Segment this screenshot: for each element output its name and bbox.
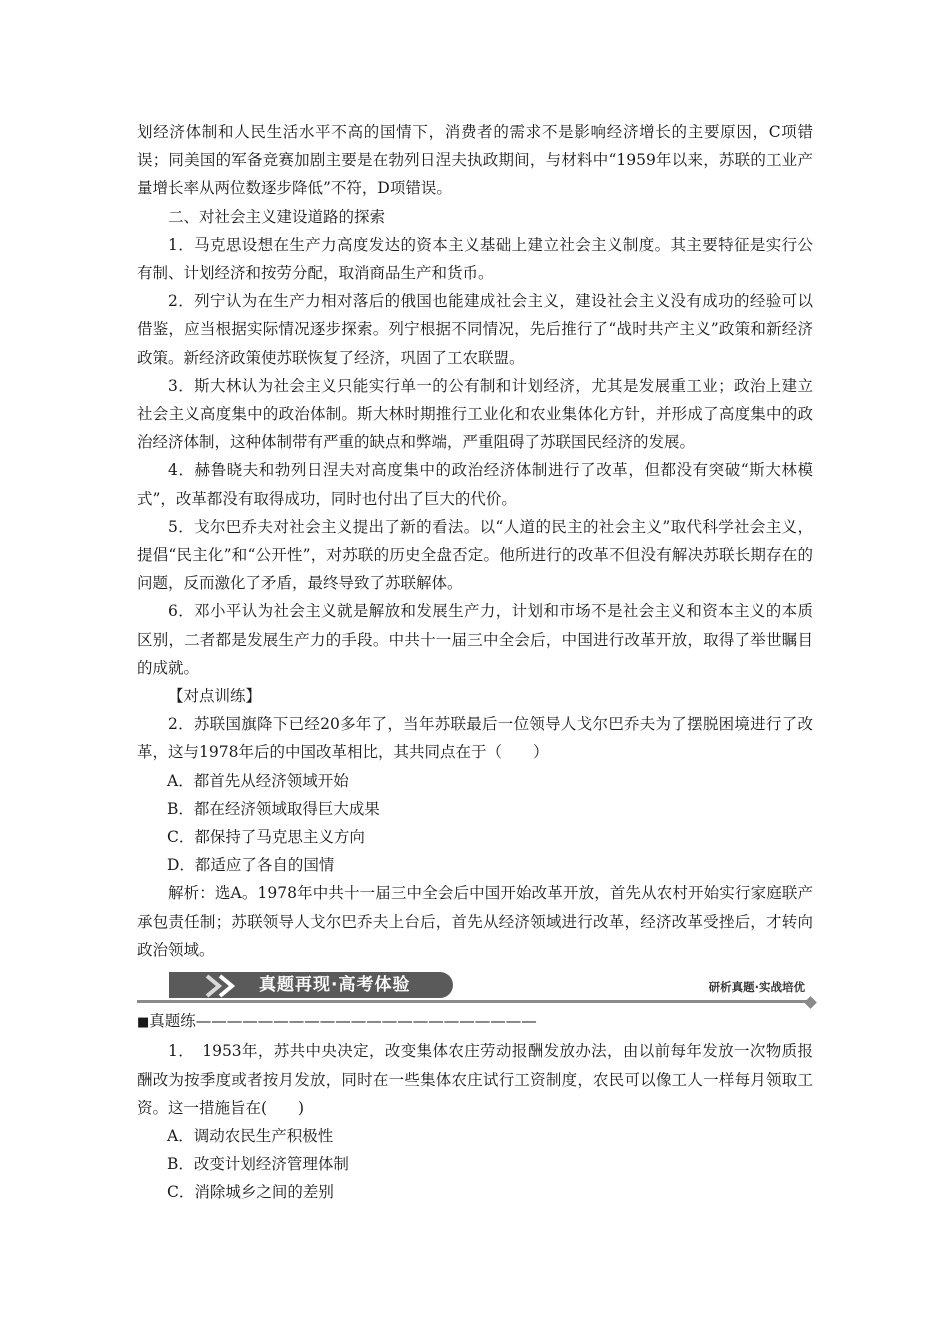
banner-title-bar — [169, 972, 453, 998]
practice-label: 【对点训练】 — [168, 687, 262, 706]
document-page — [137, 118, 813, 1207]
section-item-2: 2．列宁认为在生产力相对落后的俄国也能建成社会主义，建设社会主义没有成功的经验可以借鉴，应当根据实际情况逐步探索。列宁根据不同情况，先后推行了“战时共产主义”政策和新经济政策。新经济政策使苏联恢复了经济，巩固了工农联盟。 — [137, 292, 813, 367]
banner-title: 真题再现·高考体验 — [259, 975, 411, 996]
banner-subtitle: 研析真题·实战培优 — [708, 980, 805, 995]
section-item-6: 6．邓小平认为社会主义就是解放和发展生产力，计划和市场不是社会主义和资本主义的本质区别，二者都是发展生产力的手段。中共十一届三中全会后，中国进行改革开放，取得了举世瞩目的成就。 — [137, 602, 813, 677]
practice-question: 2．苏联国旗降下已经20多年了，当年苏联最后一位领导人戈尔巴乔夫为了摆脱困境进行了改革，这与1978年后的中国改革相比，其共同点在于（ ） — [137, 715, 813, 762]
section-item-3: 3．斯大林认为社会主义只能实行单一的公有制和计划经济，尤其是发展重工业；政治上建立社会主义高度集中的政治体制。斯大林时期推行工业化和农业集体化方针，并形成了高度集中的政治经济体制，这种体制带有严重的缺点和弊端，严重阻碍了苏联国民经济的发展。 — [137, 376, 813, 452]
real-exam-option-a: A．调动农民生产积极性 — [167, 1126, 334, 1145]
real-exam-heading — [137, 1007, 813, 1037]
section-item-1: 1．马克思设想在生产力高度发达的资本主义基础上建立社会主义制度。其主要特征是实行公有制、计划经济和按劳分配，取消商品生产和货币。 — [137, 235, 813, 283]
practice-option-b: B．都在经济领域取得巨大成果 — [167, 799, 380, 818]
real-exam-option-b: B．改变计划经济管理体制 — [167, 1155, 349, 1174]
practice-option-d: D．都适应了各自的国情 — [167, 856, 335, 875]
square-bullet-icon: ■ — [137, 1015, 150, 1031]
real-exam-question: 1． 1953年，苏共中央决定，改变集体农庄劳动报酬发放办法，由以前每年发放一次物质报酬改为按季度或者按月发放，同时在一些集体农庄试行工资制度，农民可以像工人一样每月领取工资。这一措施旨在( ) — [137, 1042, 813, 1117]
real-exam-heading-text: 真题练—————————————————————— — [149, 1012, 537, 1031]
practice-analysis: 解析：选A。1978年中共十一届三中全会后中国开始改革开放，首先从农村开始实行家庭联产承包责任制；苏联领导人戈尔巴乔夫上台后，首先从经济领域进行改革，经济改革受挫后，才转向政治领域。 — [137, 884, 813, 959]
chevron-right-icon — [203, 974, 249, 998]
practice-option-a: A．都首先从经济领域开始 — [167, 771, 349, 790]
section-banner — [137, 972, 813, 1003]
section-heading: 二、对社会主义建设道路的探索 — [168, 207, 386, 226]
paragraph-continued: 划经济体制和人民生活水平不高的国情下，消费者的需求不是影响经济增长的主要原因，C项错误；同美国的军备竞赛加剧主要是在勃列日涅夫执政期间，与材料中“1959年以来，苏联的工业产量增长率从两位数逐步降低”不符，D项错误。 — [137, 123, 813, 198]
practice-option-c: C．都保持了马克思主义方向 — [167, 828, 365, 847]
section-item-5: 5．戈尔巴乔夫对社会主义提出了新的看法。以“人道的民主的社会主义”取代科学社会主义，提倡“民主化”和“公开性”，对苏联的历史全盘否定。他所进行的改革不但没有解决苏联长期存在的问题，反而激化了矛盾，最终导致了苏联解体。 — [137, 517, 813, 593]
real-exam-option-c: C．消除城乡之间的差别 — [167, 1183, 334, 1202]
section-item-4: 4．赫鲁晓夫和勃列日涅夫对高度集中的政治经济体制进行了改革，但都没有突破“斯大林模式”，改革都没有取得成功，同时也付出了巨大的代价。 — [137, 461, 813, 508]
